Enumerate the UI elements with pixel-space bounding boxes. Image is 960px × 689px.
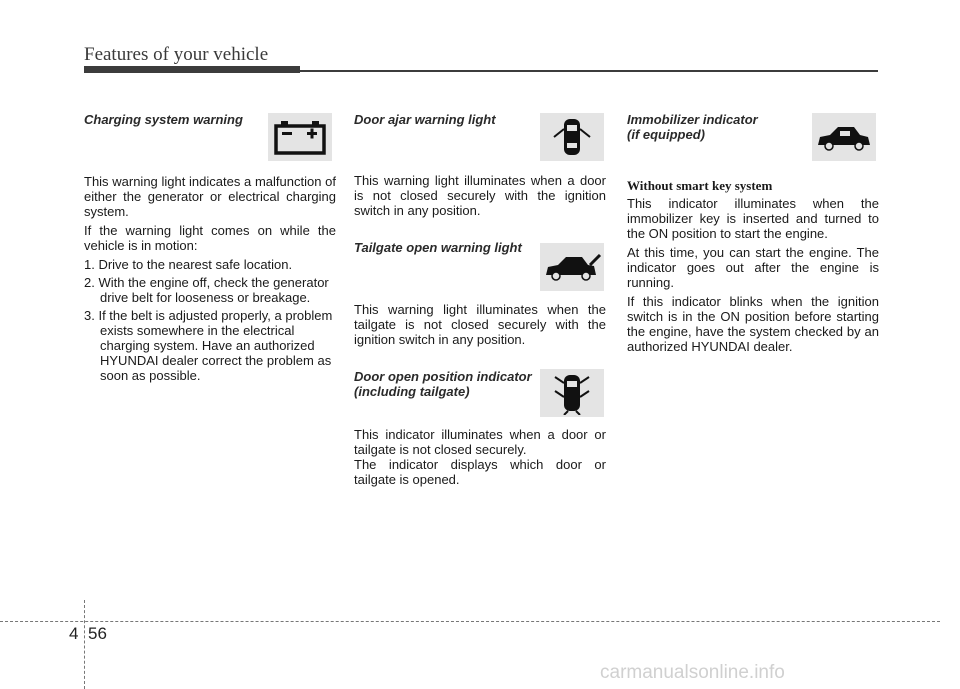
immobilizer-car-icon [812, 113, 876, 161]
header-rule [300, 70, 878, 72]
door-section [354, 112, 606, 491]
charging-condition: If the warning light comes on while the vehicle is in motion: [84, 223, 336, 253]
door-position-icon [540, 369, 604, 417]
header-bar [84, 66, 300, 73]
charging-steps [84, 257, 336, 383]
footer-rule [0, 621, 940, 622]
step-item: 2. With the engine off, check the generator drive belt for looseness or breakage. [84, 275, 329, 305]
footer-divider [84, 600, 85, 689]
door-ajar-icon [540, 113, 604, 161]
tailgate-open-icon [540, 243, 604, 291]
door-position-text1: This indicator illuminates when a door or tailgate is not closed securely. [354, 427, 606, 457]
page-number: 56 [88, 624, 107, 643]
door-position-text2: The indicator displays which door or tailgate is opened. [354, 457, 606, 487]
immobilizer-heading-line1: Immobilizer indicator [627, 112, 758, 127]
tailgate-heading: Tailgate open warning light [354, 240, 522, 255]
immobilizer-p1: This indicator illuminates when the immobilizer key is inserted and turned to the ON position to start the engine. [627, 196, 879, 241]
door-position-heading-line1: Door open position indicator [354, 369, 532, 384]
watermark: carmanualsonline.info [600, 662, 785, 683]
immobilizer-subheading: Without smart key system [627, 178, 773, 193]
tailgate-text: This warning light illuminates when the tailgate is not closed securely with the ignition switch in any position. [354, 302, 606, 347]
battery-icon [268, 113, 332, 161]
step-item: 1. Drive to the nearest safe location. [84, 257, 293, 272]
chapter-number: 4 [69, 624, 79, 643]
charging-intro: This warning light indicates a malfunction of either the generator or electrical charging system. [84, 174, 336, 219]
door-ajar-heading: Door ajar warning light [354, 112, 496, 127]
door-ajar-text: This warning light illuminates when a door is not closed securely with the ignition switch in any position. [354, 173, 606, 218]
step-item: 3. If the belt is adjusted properly, a problem exists somewhere in the electrical charging system. Have an authorized HYUNDAI dealer correct the problem as soon as possible. [84, 308, 333, 383]
page-header-title: Features of your vehicle [84, 44, 269, 65]
immobilizer-p3: If this indicator blinks when the ignition switch is in the ON position before starting the engine, have the system checked by an authorized HYUNDAI dealer. [627, 294, 879, 354]
charging-heading: Charging system warning [84, 112, 243, 127]
immobilizer-heading-line2: (if equipped) [627, 127, 705, 142]
door-position-heading-line2: (including tailgate) [354, 384, 470, 399]
immobilizer-p2: At this time, you can start the engine. The indicator goes out after the engine is running. [627, 245, 879, 290]
